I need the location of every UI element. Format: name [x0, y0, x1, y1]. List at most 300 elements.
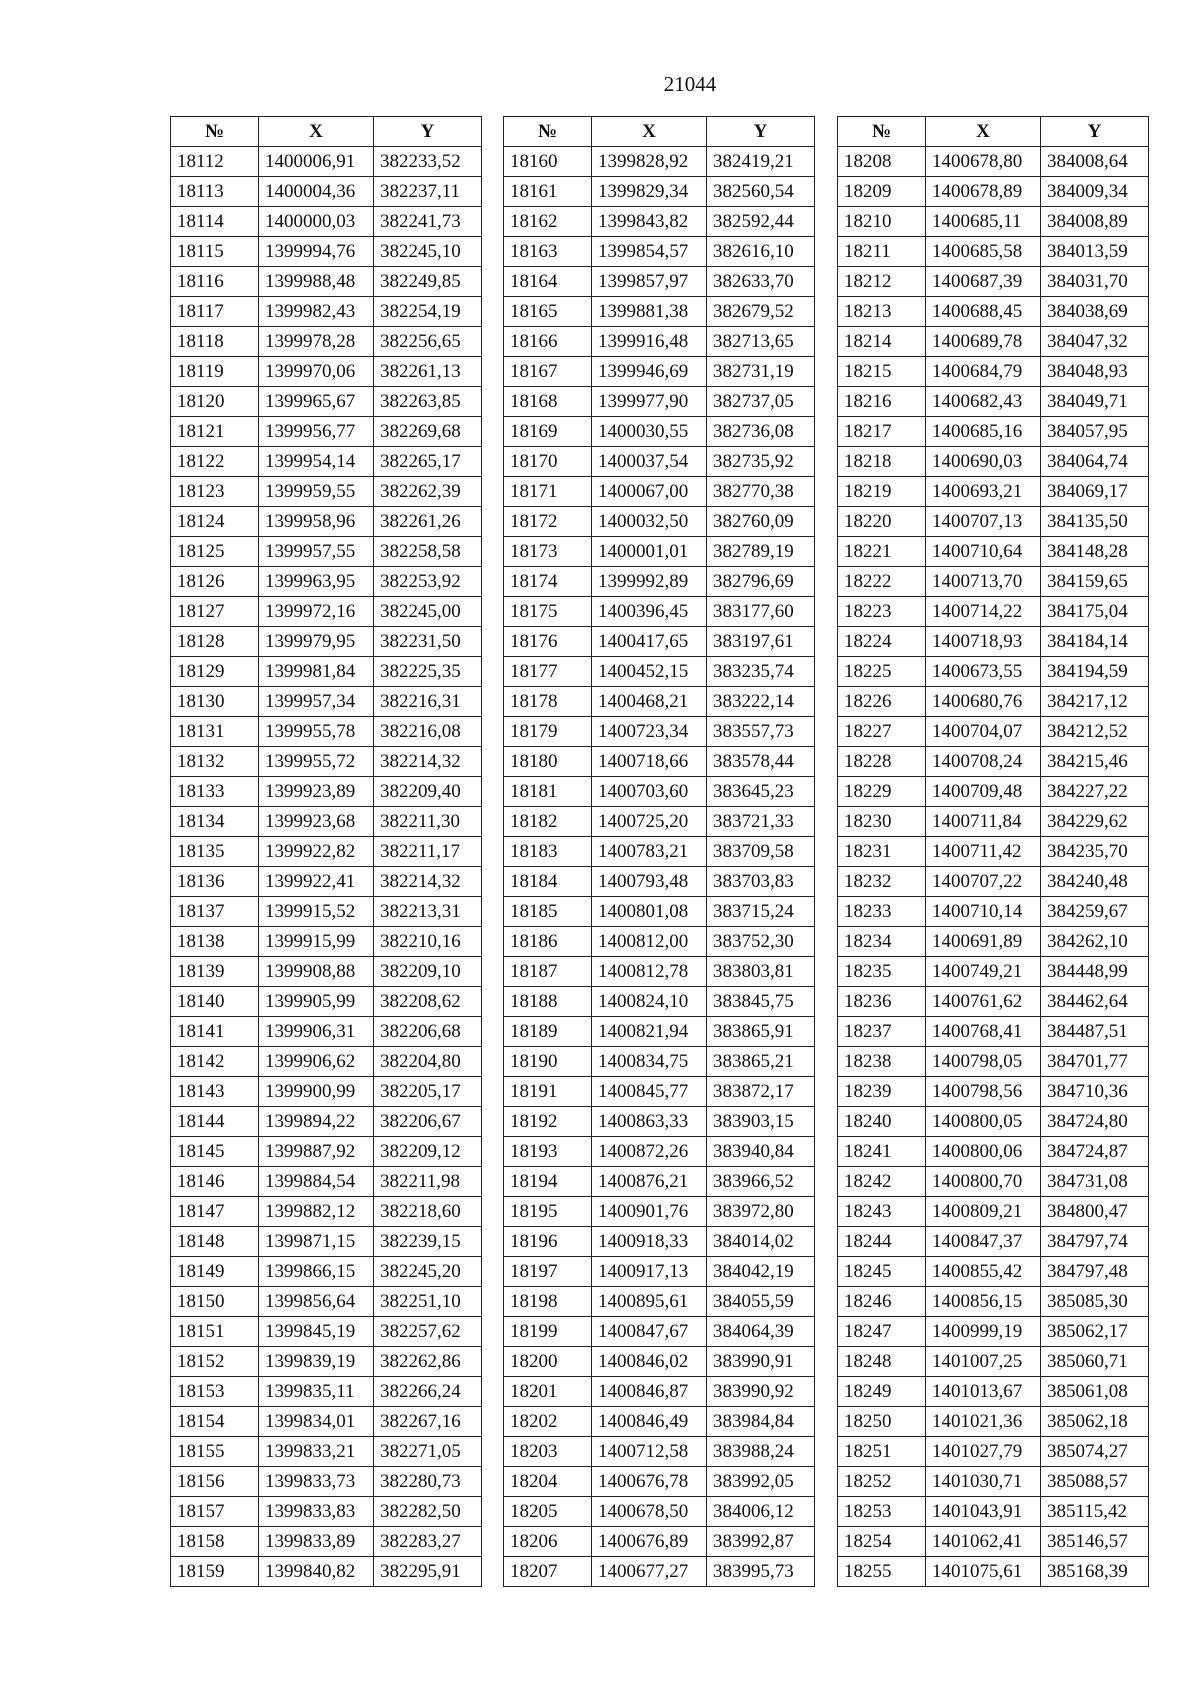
- cell-x: 1399884,54: [259, 1167, 374, 1197]
- table-row: [504, 1377, 815, 1407]
- cell-y: 382269,68: [374, 417, 482, 447]
- cell-y: 384227,22: [1041, 777, 1149, 807]
- cell-y: 384008,64: [1041, 147, 1149, 177]
- cell-x: 1399979,95: [259, 627, 374, 657]
- cell-num: 18200: [504, 1347, 592, 1377]
- cell-y: 384048,93: [1041, 357, 1149, 387]
- cell-num: 18204: [504, 1467, 592, 1497]
- cell-num: 18190: [504, 1047, 592, 1077]
- table-row: [838, 297, 1149, 327]
- table-row: [171, 1407, 482, 1437]
- cell-y: 384797,74: [1041, 1227, 1149, 1257]
- cell-x: 1400693,21: [926, 477, 1041, 507]
- cell-num: 18228: [838, 747, 926, 777]
- cell-x: 1400688,45: [926, 297, 1041, 327]
- cell-num: 18183: [504, 837, 592, 867]
- cell-x: 1400690,03: [926, 447, 1041, 477]
- cell-num: 18162: [504, 207, 592, 237]
- cell-y: 384148,28: [1041, 537, 1149, 567]
- table-row: [171, 837, 482, 867]
- cell-num: 18144: [171, 1107, 259, 1137]
- table-row: [171, 537, 482, 567]
- table-row: [171, 567, 482, 597]
- cell-x: 1400001,01: [592, 537, 707, 567]
- cell-x: 1399881,38: [592, 297, 707, 327]
- cell-num: 18112: [171, 147, 259, 177]
- cell-x: 1400396,45: [592, 597, 707, 627]
- table-row: [171, 507, 482, 537]
- cell-y: 384235,70: [1041, 837, 1149, 867]
- table-row: [171, 1437, 482, 1467]
- cell-y: 382231,50: [374, 627, 482, 657]
- cell-y: 384006,12: [707, 1497, 815, 1527]
- cell-y: 384055,59: [707, 1287, 815, 1317]
- table-row: [504, 1197, 815, 1227]
- cell-y: 382616,10: [707, 237, 815, 267]
- cell-num: 18115: [171, 237, 259, 267]
- table-row: [171, 1107, 482, 1137]
- cell-y: 384064,39: [707, 1317, 815, 1347]
- cell-y: 384797,48: [1041, 1257, 1149, 1287]
- cell-num: 18232: [838, 867, 926, 897]
- cell-x: 1399906,62: [259, 1047, 374, 1077]
- table-row: [504, 777, 815, 807]
- cell-y: 382218,60: [374, 1197, 482, 1227]
- cell-y: 385061,08: [1041, 1377, 1149, 1407]
- cell-num: 18196: [504, 1227, 592, 1257]
- cell-num: 18127: [171, 597, 259, 627]
- table-row: [838, 747, 1149, 777]
- cell-x: 1400798,05: [926, 1047, 1041, 1077]
- header-row: [838, 117, 1149, 147]
- cell-y: 382216,08: [374, 717, 482, 747]
- table-row: [838, 1197, 1149, 1227]
- cell-x: 1400847,37: [926, 1227, 1041, 1257]
- cell-x: 1399946,69: [592, 357, 707, 387]
- cell-num: 18212: [838, 267, 926, 297]
- cell-num: 18164: [504, 267, 592, 297]
- cell-x: 1399915,99: [259, 927, 374, 957]
- cell-x: 1401075,61: [926, 1557, 1041, 1587]
- table-row: [504, 1557, 815, 1587]
- cell-y: 384259,67: [1041, 897, 1149, 927]
- cell-y: 383578,44: [707, 747, 815, 777]
- cell-num: 18239: [838, 1077, 926, 1107]
- cell-y: 383177,60: [707, 597, 815, 627]
- cell-num: 18180: [504, 747, 592, 777]
- cell-x: 1400417,65: [592, 627, 707, 657]
- cell-x: 1399854,57: [592, 237, 707, 267]
- cell-x: 1399845,19: [259, 1317, 374, 1347]
- cell-y: 384229,62: [1041, 807, 1149, 837]
- cell-num: 18122: [171, 447, 259, 477]
- cell-num: 18210: [838, 207, 926, 237]
- cell-y: 382249,85: [374, 267, 482, 297]
- table-row: [838, 267, 1149, 297]
- cell-y: 382225,35: [374, 657, 482, 687]
- table-row: [504, 1437, 815, 1467]
- cell-x: 1400685,58: [926, 237, 1041, 267]
- cell-num: 18125: [171, 537, 259, 567]
- cell-x: 1400710,14: [926, 897, 1041, 927]
- cell-y: 383992,05: [707, 1467, 815, 1497]
- cell-num: 18231: [838, 837, 926, 867]
- coordinate-table-1: [170, 116, 482, 1587]
- cell-y: 382267,16: [374, 1407, 482, 1437]
- cell-y: 382256,65: [374, 327, 482, 357]
- cell-x: 1400845,77: [592, 1077, 707, 1107]
- cell-y: 385062,18: [1041, 1407, 1149, 1437]
- header-x: X: [926, 117, 1041, 147]
- table-row: [171, 1527, 482, 1557]
- table-row: [838, 327, 1149, 357]
- cell-y: 384701,77: [1041, 1047, 1149, 1077]
- cell-x: 1399978,28: [259, 327, 374, 357]
- table-row: [171, 1137, 482, 1167]
- cell-num: 18206: [504, 1527, 592, 1557]
- cell-y: 384009,34: [1041, 177, 1149, 207]
- cell-num: 18153: [171, 1377, 259, 1407]
- cell-num: 18152: [171, 1347, 259, 1377]
- cell-num: 18189: [504, 1017, 592, 1047]
- cell-y: 382206,67: [374, 1107, 482, 1137]
- cell-y: 385088,57: [1041, 1467, 1149, 1497]
- cell-num: 18244: [838, 1227, 926, 1257]
- cell-y: 382560,54: [707, 177, 815, 207]
- cell-num: 18133: [171, 777, 259, 807]
- header-y: Y: [1041, 117, 1149, 147]
- cell-y: 382266,24: [374, 1377, 482, 1407]
- table-row: [838, 1377, 1149, 1407]
- cell-x: 1400918,33: [592, 1227, 707, 1257]
- cell-x: 1400711,42: [926, 837, 1041, 867]
- table-row: [838, 1227, 1149, 1257]
- cell-y: 382592,44: [707, 207, 815, 237]
- cell-x: 1399923,89: [259, 777, 374, 807]
- cell-x: 1399839,19: [259, 1347, 374, 1377]
- cell-y: 384008,89: [1041, 207, 1149, 237]
- cell-x: 1399988,48: [259, 267, 374, 297]
- cell-x: 1400761,62: [926, 987, 1041, 1017]
- table-row: [838, 507, 1149, 537]
- cell-num: 18214: [838, 327, 926, 357]
- cell-y: 383984,84: [707, 1407, 815, 1437]
- cell-x: 1399972,16: [259, 597, 374, 627]
- cell-y: 383865,91: [707, 1017, 815, 1047]
- cell-num: 18242: [838, 1167, 926, 1197]
- table-row: [504, 987, 815, 1017]
- cell-num: 18205: [504, 1497, 592, 1527]
- cell-x: 1400718,66: [592, 747, 707, 777]
- cell-x: 1400711,84: [926, 807, 1041, 837]
- cell-y: 385146,57: [1041, 1527, 1149, 1557]
- cell-x: 1399866,15: [259, 1257, 374, 1287]
- cell-x: 1401021,36: [926, 1407, 1041, 1437]
- cell-x: 1400855,42: [926, 1257, 1041, 1287]
- cell-num: 18168: [504, 387, 592, 417]
- table-row: [504, 597, 815, 627]
- cell-num: 18195: [504, 1197, 592, 1227]
- cell-x: 1399963,95: [259, 567, 374, 597]
- cell-num: 18129: [171, 657, 259, 687]
- table-row: [171, 1497, 482, 1527]
- cell-num: 18167: [504, 357, 592, 387]
- cell-x: 1400032,50: [592, 507, 707, 537]
- cell-num: 18143: [171, 1077, 259, 1107]
- cell-x: 1400689,78: [926, 327, 1041, 357]
- cell-x: 1399829,34: [592, 177, 707, 207]
- table-row: [171, 807, 482, 837]
- table-row: [504, 1227, 815, 1257]
- table-row: [171, 177, 482, 207]
- cell-x: 1400707,22: [926, 867, 1041, 897]
- table-row: [504, 1407, 815, 1437]
- table-row: [504, 1527, 815, 1557]
- cell-x: 1400067,00: [592, 477, 707, 507]
- table-row: [838, 867, 1149, 897]
- table-row: [171, 1077, 482, 1107]
- cell-num: 18251: [838, 1437, 926, 1467]
- table-row: [504, 657, 815, 687]
- table-row: [171, 1017, 482, 1047]
- cell-num: 18216: [838, 387, 926, 417]
- cell-y: 382245,20: [374, 1257, 482, 1287]
- cell-num: 18253: [838, 1497, 926, 1527]
- cell-num: 18159: [171, 1557, 259, 1587]
- cell-y: 383645,23: [707, 777, 815, 807]
- cell-num: 18185: [504, 897, 592, 927]
- cell-x: 1399982,43: [259, 297, 374, 327]
- cell-num: 18157: [171, 1497, 259, 1527]
- cell-num: 18221: [838, 537, 926, 567]
- table-row: [171, 267, 482, 297]
- table-row: [504, 537, 815, 567]
- table-row: [171, 1317, 482, 1347]
- cell-x: 1399906,31: [259, 1017, 374, 1047]
- cell-y: 382237,11: [374, 177, 482, 207]
- table-row: [171, 297, 482, 327]
- cell-num: 18191: [504, 1077, 592, 1107]
- cell-num: 18217: [838, 417, 926, 447]
- cell-num: 18209: [838, 177, 926, 207]
- cell-y: 382209,40: [374, 777, 482, 807]
- cell-y: 384038,69: [1041, 297, 1149, 327]
- cell-x: 1401013,67: [926, 1377, 1041, 1407]
- cell-y: 382737,05: [707, 387, 815, 417]
- cell-y: 383803,81: [707, 957, 815, 987]
- cell-num: 18134: [171, 807, 259, 837]
- cell-num: 18155: [171, 1437, 259, 1467]
- table-row: [838, 1287, 1149, 1317]
- cell-x: 1400707,13: [926, 507, 1041, 537]
- cell-y: 382209,12: [374, 1137, 482, 1167]
- cell-x: 1400768,41: [926, 1017, 1041, 1047]
- cell-num: 18203: [504, 1437, 592, 1467]
- cell-num: 18166: [504, 327, 592, 357]
- table-row: [504, 807, 815, 837]
- table-row: [838, 717, 1149, 747]
- cell-num: 18237: [838, 1017, 926, 1047]
- cell-num: 18243: [838, 1197, 926, 1227]
- table-row: [171, 1377, 482, 1407]
- cell-y: 384064,74: [1041, 447, 1149, 477]
- cell-y: 382213,31: [374, 897, 482, 927]
- cell-y: 382262,86: [374, 1347, 482, 1377]
- cell-num: 18140: [171, 987, 259, 1017]
- cell-num: 18130: [171, 687, 259, 717]
- table-row: [171, 747, 482, 777]
- cell-y: 384800,47: [1041, 1197, 1149, 1227]
- table-row: [171, 957, 482, 987]
- cell-x: 1399900,99: [259, 1077, 374, 1107]
- coordinate-table-2: [503, 116, 815, 1587]
- cell-num: 18156: [171, 1467, 259, 1497]
- cell-num: 18136: [171, 867, 259, 897]
- cell-num: 18222: [838, 567, 926, 597]
- cell-num: 18254: [838, 1527, 926, 1557]
- table-row: [838, 1107, 1149, 1137]
- table-row: [838, 1467, 1149, 1497]
- table-row: [838, 1407, 1149, 1437]
- table-row: [838, 1527, 1149, 1557]
- table-row: [171, 717, 482, 747]
- table-row: [171, 1167, 482, 1197]
- cell-y: 383990,91: [707, 1347, 815, 1377]
- table-row: [171, 357, 482, 387]
- cell-num: 18240: [838, 1107, 926, 1137]
- cell-x: 1400901,76: [592, 1197, 707, 1227]
- cell-num: 18215: [838, 357, 926, 387]
- cell-num: 18233: [838, 897, 926, 927]
- cell-num: 18252: [838, 1467, 926, 1497]
- table-row: [171, 1467, 482, 1497]
- table-row: [171, 1197, 482, 1227]
- cell-x: 1400676,89: [592, 1527, 707, 1557]
- cell-x: 1399834,01: [259, 1407, 374, 1437]
- cell-num: 18219: [838, 477, 926, 507]
- cell-x: 1400678,89: [926, 177, 1041, 207]
- table-row: [171, 687, 482, 717]
- cell-x: 1400863,33: [592, 1107, 707, 1137]
- cell-x: 1400793,48: [592, 867, 707, 897]
- table-row: [504, 627, 815, 657]
- table-row: [504, 1497, 815, 1527]
- cell-y: 384135,50: [1041, 507, 1149, 537]
- cell-x: 1400709,48: [926, 777, 1041, 807]
- cell-num: 18178: [504, 687, 592, 717]
- cell-y: 382713,65: [707, 327, 815, 357]
- cell-x: 1399905,99: [259, 987, 374, 1017]
- table-row: [838, 957, 1149, 987]
- cell-x: 1400834,75: [592, 1047, 707, 1077]
- cell-y: 384212,52: [1041, 717, 1149, 747]
- cell-x: 1399970,06: [259, 357, 374, 387]
- table-row: [504, 147, 815, 177]
- header-x: X: [592, 117, 707, 147]
- cell-x: 1400783,21: [592, 837, 707, 867]
- cell-y: 383709,58: [707, 837, 815, 867]
- cell-y: 384049,71: [1041, 387, 1149, 417]
- cell-y: 382731,19: [707, 357, 815, 387]
- cell-x: 1399833,73: [259, 1467, 374, 1497]
- table-row: [838, 387, 1149, 417]
- cell-y: 384194,59: [1041, 657, 1149, 687]
- cell-y: 383197,61: [707, 627, 815, 657]
- table-row: [504, 897, 815, 927]
- cell-y: 385062,17: [1041, 1317, 1149, 1347]
- cell-x: 1400847,67: [592, 1317, 707, 1347]
- table-row: [171, 477, 482, 507]
- cell-num: 18247: [838, 1317, 926, 1347]
- cell-y: 385060,71: [1041, 1347, 1149, 1377]
- cell-y: 384014,02: [707, 1227, 815, 1257]
- cell-x: 1400809,21: [926, 1197, 1041, 1227]
- cell-y: 382257,62: [374, 1317, 482, 1347]
- cell-x: 1400682,43: [926, 387, 1041, 417]
- table-row: [171, 1047, 482, 1077]
- cell-x: 1399958,96: [259, 507, 374, 537]
- cell-num: 18137: [171, 897, 259, 927]
- table-row: [504, 957, 815, 987]
- cell-num: 18229: [838, 777, 926, 807]
- cell-x: 1399981,84: [259, 657, 374, 687]
- table-row: [171, 327, 482, 357]
- cell-x: 1399882,12: [259, 1197, 374, 1227]
- cell-y: 382214,32: [374, 747, 482, 777]
- table-row: [171, 147, 482, 177]
- cell-num: 18173: [504, 537, 592, 567]
- cell-y: 382261,26: [374, 507, 482, 537]
- cell-num: 18141: [171, 1017, 259, 1047]
- cell-y: 384731,08: [1041, 1167, 1149, 1197]
- cell-x: 1400856,15: [926, 1287, 1041, 1317]
- cell-x: 1401043,91: [926, 1497, 1041, 1527]
- header-row: [171, 117, 482, 147]
- cell-x: 1400703,60: [592, 777, 707, 807]
- table-row: [171, 417, 482, 447]
- cell-y: 383992,87: [707, 1527, 815, 1557]
- cell-x: 1400798,56: [926, 1077, 1041, 1107]
- cell-num: 18150: [171, 1287, 259, 1317]
- cell-y: 384262,10: [1041, 927, 1149, 957]
- cell-y: 382239,15: [374, 1227, 482, 1257]
- table-row: [171, 987, 482, 1017]
- header-row: [504, 117, 815, 147]
- cell-x: 1399857,97: [592, 267, 707, 297]
- cell-x: 1400999,19: [926, 1317, 1041, 1347]
- cell-x: 1400917,13: [592, 1257, 707, 1287]
- cell-num: 18120: [171, 387, 259, 417]
- table-row: [838, 147, 1149, 177]
- cell-y: 384724,80: [1041, 1107, 1149, 1137]
- cell-num: 18171: [504, 477, 592, 507]
- cell-y: 382419,21: [707, 147, 815, 177]
- cell-x: 1399840,82: [259, 1557, 374, 1587]
- cell-y: 382283,27: [374, 1527, 482, 1557]
- cell-x: 1401007,25: [926, 1347, 1041, 1377]
- cell-y: 382209,10: [374, 957, 482, 987]
- cell-y: 382211,30: [374, 807, 482, 837]
- cell-y: 382735,92: [707, 447, 815, 477]
- cell-y: 382633,70: [707, 267, 815, 297]
- cell-x: 1399871,15: [259, 1227, 374, 1257]
- cell-x: 1400030,55: [592, 417, 707, 447]
- cell-x: 1400725,20: [592, 807, 707, 837]
- cell-y: 384042,19: [707, 1257, 815, 1287]
- cell-x: 1399994,76: [259, 237, 374, 267]
- cell-num: 18116: [171, 267, 259, 297]
- table-row: [838, 897, 1149, 927]
